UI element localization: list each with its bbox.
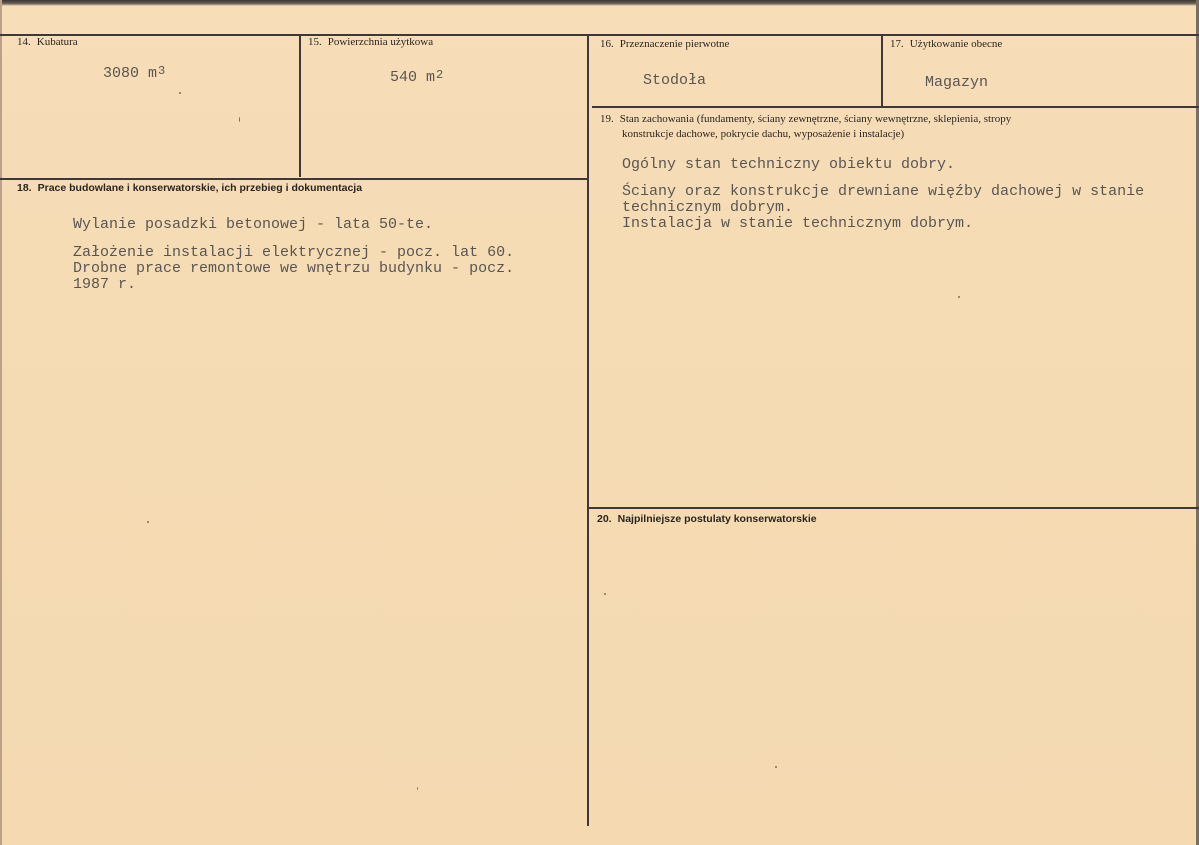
paper-speck	[775, 766, 777, 768]
field-18-line-1: Wylanie posadzki betonowej - lata 50-te.	[73, 216, 434, 233]
field-19-label	[600, 113, 1011, 125]
field-14-value	[103, 66, 165, 82]
field-16-title: Przeznaczenie pierwotne	[619, 38, 730, 50]
paper-speck	[604, 593, 606, 595]
card-left-edge	[0, 0, 2, 845]
field-18-line-3: Drobne prace remontowe we wnętrzu budynku - pocz.	[73, 260, 515, 277]
field-18-label	[17, 182, 362, 194]
field-15-number: 15.	[308, 36, 322, 48]
divider-16-17	[881, 34, 883, 106]
main-vertical-divider	[587, 34, 589, 826]
field-19-number: 19.	[600, 113, 614, 125]
field-19-line-3: technicznym dobrym.	[622, 199, 794, 216]
field-18-line-2: Założenie instalacji elektrycznej - pocz. lat 60.	[73, 244, 515, 261]
field-18-line-4: 1987 r.	[73, 276, 137, 293]
field-19-title-line-1: Stan zachowania (fundamenty, ściany zewnętrzne, ściany wewnętrzne, sklepienia, stropy	[619, 113, 1012, 125]
paper-speck	[179, 92, 181, 94]
field-15-title: Powierzchnia użytkowa	[327, 36, 434, 48]
field-20-title: Najpilniejsze postulaty konserwatorskie	[617, 513, 817, 525]
rule-under-16-17	[592, 106, 1199, 108]
rule-above-20	[589, 507, 1199, 509]
field-19-line-4: Instalacja w stanie technicznym dobrym.	[622, 215, 974, 232]
divider-14-15	[299, 34, 301, 177]
field-16-value: Stodoła	[643, 72, 707, 89]
field-17-value: Magazyn	[925, 74, 989, 91]
rule-under-14-15	[0, 178, 589, 180]
field-14-title: Kubatura	[36, 36, 78, 48]
field-18-title: Prace budowlane i konserwatorskie, ich przebieg i dokumentacja	[37, 182, 363, 194]
field-14-label	[17, 36, 78, 48]
field-17-label	[890, 38, 1002, 50]
powierzchnia-exponent: 2	[436, 68, 444, 82]
paper-speck	[958, 296, 960, 298]
field-16-label	[600, 38, 729, 50]
card-top-edge	[0, 0, 1199, 6]
field-17-title: Użytkowanie obecne	[909, 38, 1003, 50]
kubatura-exponent: 3	[158, 64, 166, 78]
powierzchnia-value: 540 m	[390, 69, 436, 86]
field-14-number: 14.	[17, 36, 31, 48]
top-rule	[0, 34, 1199, 36]
field-19-label-line-2: konstrukcje dachowe, pokrycie dachu, wyposażenie i instalacje)	[622, 128, 905, 140]
paper-speck	[147, 521, 149, 523]
paper-speck	[417, 787, 418, 790]
field-16-number: 16.	[600, 38, 614, 50]
field-18-number: 18.	[17, 182, 32, 194]
field-19-line-1: Ogólny stan techniczny obiektu dobry.	[622, 156, 956, 173]
field-15-value	[390, 70, 443, 86]
field-17-number: 17.	[890, 38, 904, 50]
field-15-label	[308, 36, 433, 48]
field-20-number: 20.	[597, 513, 612, 525]
paper-speck	[239, 117, 240, 122]
field-19-line-2: Ściany oraz konstrukcje drewniane więźby dachowej w stanie	[622, 183, 1145, 200]
kubatura-value: 3080 m	[103, 65, 158, 82]
field-20-label	[597, 513, 817, 525]
